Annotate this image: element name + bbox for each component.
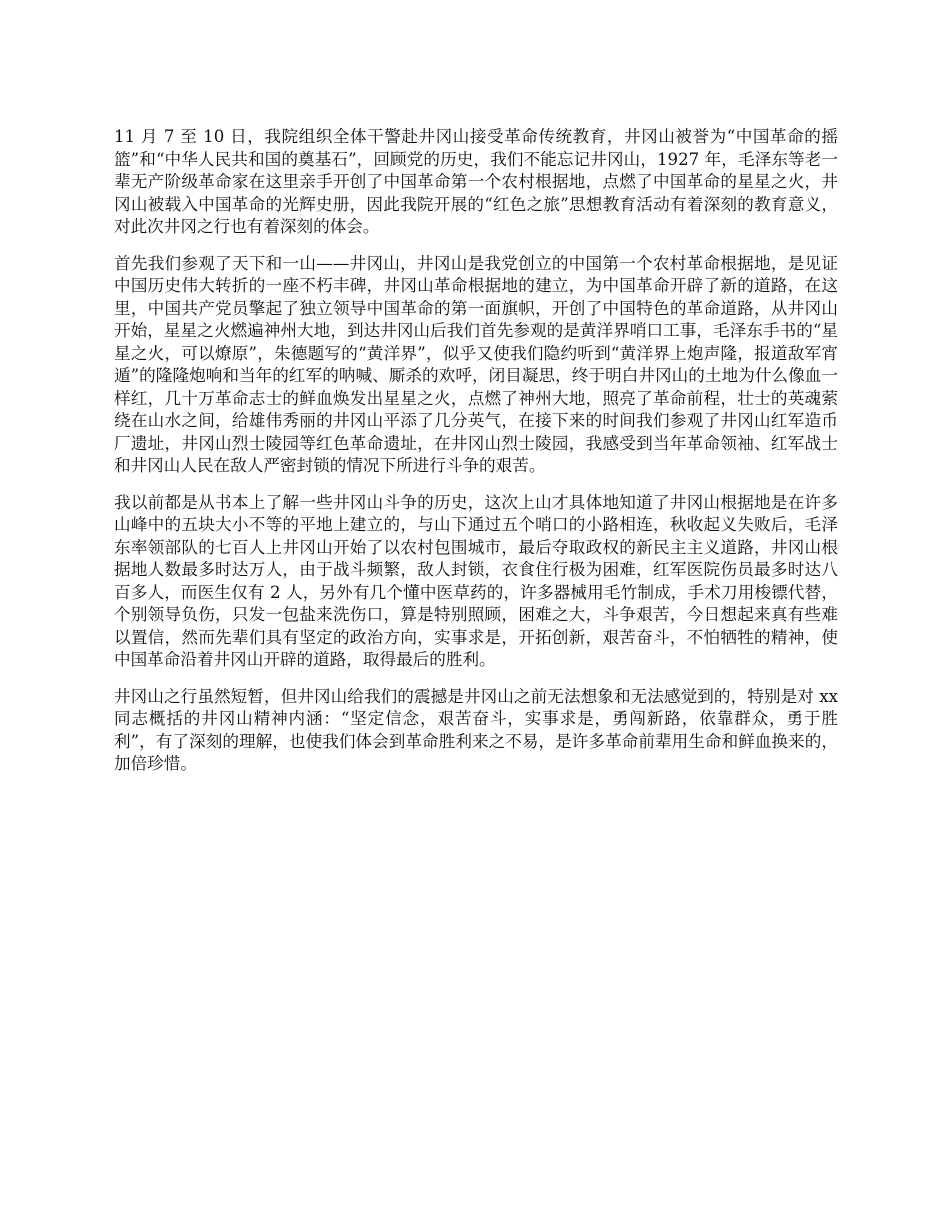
- document-body: [114, 126, 838, 790]
- paragraph-intro: 11 月 7 至 10 日，我院组织全体干警赴井冈山接受革命传统教育，井冈山被誉为“中国革命的摇篮”和“中华人民共和国的奠基石”，回顾党的历史，我们不能忘记井冈山，1927 年，毛泽东等老一辈无产阶级革命家在这里亲手开创了中国革命第一个农村根据地，点燃了中国革命的星星之火，井冈山被载入中国革命的光辉史册，因此我院开展的“红色之旅”思想教育活动有着深刻的教育意义，对此次井冈之行也有着深刻的体会。: [114, 127, 838, 236]
- paragraph-conclusion: 井冈山之行虽然短暂，但井冈山给我们的震撼是井冈山之前无法想象和无法感觉到的，特别是对 xx 同志概括的井冈山精神内涵：“坚定信念，艰苦奋斗，实事求是，勇闯新路，依靠群众，勇于胜利”，有了深刻的理解，也使我们体会到革命胜利来之不易，是许多革命前辈用生命和鲜血换来的，加倍珍惜。: [114, 686, 838, 773]
- paragraph-visit: 首先我们参观了天下和一山——井冈山，井冈山是我党创立的中国第一个农村革命根据地，是见证中国历史伟大转折的一座不朽丰碑，井冈山革命根据地的建立，为中国革命开辟了新的道路，在这里，中国共产党员擎起了独立领导中国革命的第一面旗帜，开创了中国特色的革命道路，从井冈山开始，星星之火燃遍神州大地，到达井冈山后我们首先参观的是黄洋界哨口工事，毛泽东手书的“星星之火，可以燎原”，朱德题写的“黄洋界”，似乎又使我们隐约听到“黄洋界上炮声隆，报道敌军宵遁”的隆隆炮响和当年的红军的呐喊、厮杀的欢呼，闭目凝思，终于明白井冈山的土地为什么像血一样红，几十万革命志士的鲜血焕发出星星之火，点燃了神州大地，照亮了革命前程，壮士的英魂萦绕在山水之间，给雄伟秀丽的井冈山平添了几分英气，在接下来的时间我们参观了井冈山红军造币厂遗址，井冈山烈士陵园等红色革命遗址，在井冈山烈士陵园，我感受到当年革命领袖、红军战士和井冈山人民在敌人严密封锁的情况下所进行斗争的艰苦。: [114, 253, 838, 475]
- paragraph-history: 我以前都是从书本上了解一些井冈山斗争的历史，这次上山才具体地知道了井冈山根据地是在许多山峰中的五块大小不等的平地上建立的，与山下通过五个哨口的小路相连，秋收起义失败后，毛泽东率领部队的七百人上井冈山开始了以农村包围城市，最后夺取政权的新民主主义道路，井冈山根据地人数最多时达万人，由于战斗频繁，敌人封锁，衣食住行极为困难，红军医院伤员最多时达八百多人，而医生仅有 2 人，另外有几个懂中医草药的，许多器械用毛竹制成，手术刀用梭镖代替，个别领导负伤，只发一包盐来洗伤口，算是特别照顾，困难之大，斗争艰苦，今日想起来真有些难以置信，然而先辈们具有坚定的政治方向，实事求是，开拓创新，艰苦奋斗，不怕牺牲的精神，使中国革命沿着井冈山开辟的道路，取得最后的胜利。: [114, 492, 838, 669]
